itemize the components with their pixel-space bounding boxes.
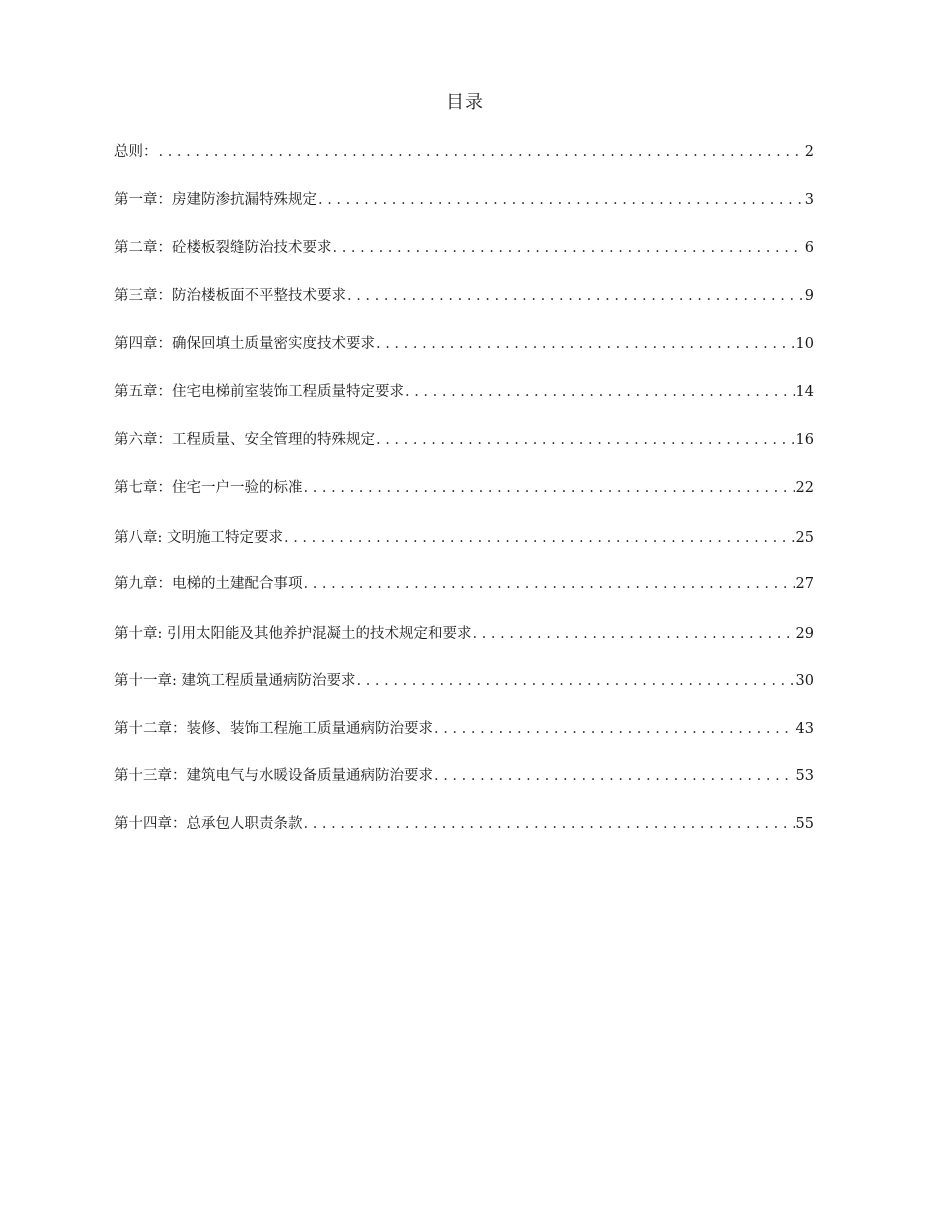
toc-entry[interactable] xyxy=(114,236,814,260)
toc-title: 目录 xyxy=(446,92,484,113)
toc-entry-page: 10 xyxy=(795,336,814,352)
toc-entry-page: 14 xyxy=(795,384,814,400)
toc-entry[interactable] xyxy=(114,669,814,693)
toc-entry[interactable] xyxy=(114,764,814,788)
toc-entry[interactable] xyxy=(114,812,814,836)
toc-entry[interactable] xyxy=(114,428,814,452)
toc-entry-label: 第十一章: 建筑工程质量通病防治要求 xyxy=(114,673,356,689)
toc-entry-page: 30 xyxy=(795,673,814,689)
toc-dot-leader xyxy=(357,669,795,693)
toc-entry[interactable] xyxy=(114,332,814,356)
toc-entry-page: 27 xyxy=(795,576,814,592)
toc-dot-leader xyxy=(333,236,804,260)
toc-dot-leader xyxy=(376,428,795,452)
toc-entry[interactable] xyxy=(114,188,814,212)
toc-entry[interactable] xyxy=(114,380,814,404)
toc-entry[interactable] xyxy=(114,526,814,550)
toc-entry-label: 第七章：住宅一户一验的标准 xyxy=(114,480,303,496)
toc-entry-label: 第十四章：总承包人职责条款 xyxy=(114,816,303,832)
toc-entry-label: 第四章：确保回填土质量密实度技术要求 xyxy=(114,336,375,352)
toc-entry-page: 9 xyxy=(804,288,814,304)
toc-entry-page: 22 xyxy=(795,480,814,496)
toc-dot-leader xyxy=(304,572,795,596)
toc-entry[interactable] xyxy=(114,476,814,500)
toc-entry-label: 第三章：防治楼板面不平整技术要求 xyxy=(114,288,346,304)
toc-entry[interactable] xyxy=(114,284,814,308)
toc-entry-label: 第六章：工程质量、安全管理的特殊规定 xyxy=(114,432,375,448)
toc-entry-label: 第十章: 引用太阳能及其他养护混凝土的技术规定和要求 xyxy=(114,626,472,642)
toc-dot-leader xyxy=(318,188,804,212)
toc-entry-page: 55 xyxy=(795,816,814,832)
toc-entry-label: 第二章：砼楼板裂缝防治技术要求 xyxy=(114,240,332,256)
toc-entry-label: 第九章：电梯的土建配合事项 xyxy=(114,576,303,592)
toc-entry-label: 第十二章：装修、装饰工程施工质量通病防治要求 xyxy=(114,721,433,737)
toc-dot-leader xyxy=(376,332,795,356)
toc-dot-leader xyxy=(405,380,795,404)
toc-dot-leader xyxy=(159,140,804,164)
toc-entry-page: 16 xyxy=(795,432,814,448)
toc-dot-leader xyxy=(434,764,795,788)
toc-entry[interactable] xyxy=(114,717,814,741)
toc-entry-label: 第一章：房建防渗抗漏特殊规定 xyxy=(114,192,317,208)
toc-dot-leader xyxy=(304,476,795,500)
toc-entry-page: 29 xyxy=(795,626,814,642)
toc-dot-leader xyxy=(304,812,795,836)
toc-entry-page: 2 xyxy=(804,144,814,160)
toc-dot-leader xyxy=(347,284,804,308)
toc-entry-page: 25 xyxy=(795,530,814,546)
toc-entry[interactable] xyxy=(114,622,814,646)
toc-entry[interactable] xyxy=(114,140,814,164)
toc-entry[interactable] xyxy=(114,572,814,596)
toc-entry-label: 第十三章：建筑电气与水暖设备质量通病防治要求 xyxy=(114,768,433,784)
toc-dot-leader xyxy=(473,622,795,646)
toc-entry-label: 第八章: 文明施工特定要求 xyxy=(114,530,283,546)
toc-entry-page: 3 xyxy=(804,192,814,208)
toc-entry-label: 总则： xyxy=(114,144,158,160)
toc-entry-page: 53 xyxy=(795,768,814,784)
toc-entry-page: 6 xyxy=(804,240,814,256)
toc-dot-leader xyxy=(434,717,795,741)
toc-entry-page: 43 xyxy=(795,721,814,737)
toc-entry-label: 第五章：住宅电梯前室装饰工程质量特定要求 xyxy=(114,384,404,400)
toc-dot-leader xyxy=(284,526,795,550)
